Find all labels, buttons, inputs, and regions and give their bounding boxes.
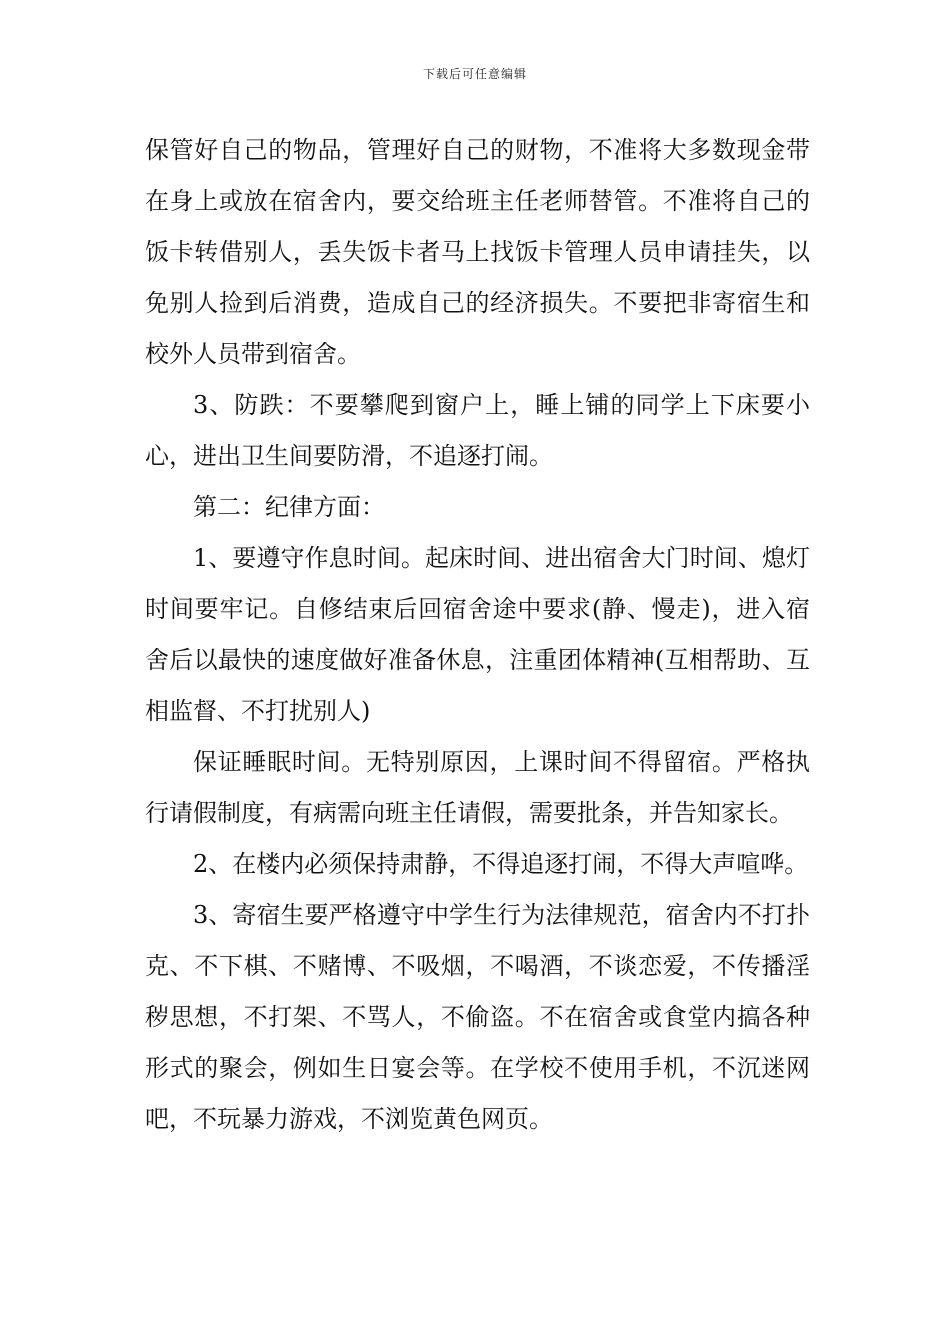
- section-heading-discipline: 第二：纪律方面：: [193, 493, 385, 521]
- paragraph-conduct-rules: 3、寄宿生要严格遵守中学生行为法律规范，宿舍内不打扑克、不下棋、不赌博、不吸烟，不喝酒，不谈恋爱，不传播淫秽思想，不打架、不骂人，不偷盗。不在宿舍或食堂内搞各种形式的聚会，例如生日宴会等。在学校不使用手机，不沉迷网吧，不玩暴力游戏，不浏览黄色网页。: [145, 901, 810, 1133]
- paragraph-schedule: 1、要遵守作息时间。起床时间、进出宿舍大门时间、熄灯时间要牢记。自修结束后回宿舍途中要求(静、慢走)，进入宿舍后以最快的速度做好准备休息，注重团体精神(互相帮助、互相监督、不打扰别人): [145, 544, 810, 725]
- paragraph-quiet: 2、在楼内必须保持肃静，不得追逐打闹，不得大声喧哗。: [193, 850, 809, 878]
- paragraph-fall-prevention: 3、防跌：不要攀爬到窗户上，睡上铺的同学上下床要小心，进出卫生间要防滑，不追逐打闹。: [145, 391, 810, 470]
- paragraph-property-safety: 保管好自己的物品，管理好自己的财物，不准将大多数现金带在身上或放在宿舍内，要交给班主任老师替管。不准将自己的饭卡转借别人，丢失饭卡者马上找饭卡管理人员申请挂失，以免别人捡到后消费，造成自己的经济损失。不要把非寄宿生和校外人员带到宿舍。: [145, 136, 810, 368]
- document-body: [145, 125, 810, 1145]
- paragraph-sleep-leave: 保证睡眠时间。无特别原因，上课时间不得留宿。严格执行请假制度，有病需向班主任请假，需要批条，并告知家长。: [145, 748, 810, 827]
- header-note: 下载后可任意编辑: [422, 67, 527, 81]
